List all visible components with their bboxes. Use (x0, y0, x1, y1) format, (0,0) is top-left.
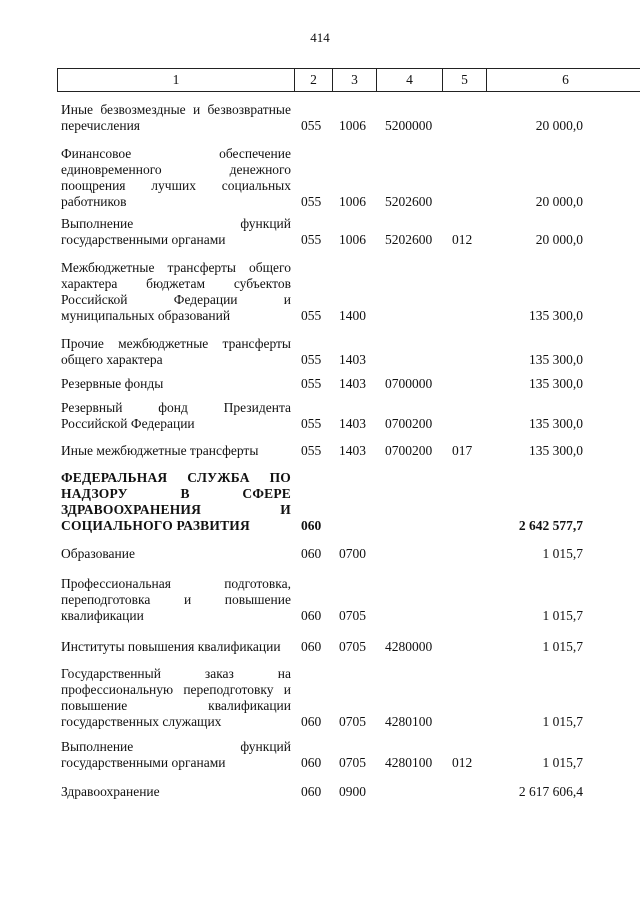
row-col-6: 135 300,0 (529, 308, 583, 323)
row-col-6: 20 000,0 (535, 232, 583, 247)
row-col-4: 0700200 (385, 416, 433, 431)
row-name: Иные безвозмездные и безвозвратные перечисления (61, 102, 291, 133)
row-col-4: 4280100 (385, 755, 433, 770)
row-col-4: 5200000 (385, 118, 433, 133)
row-col-3: 1006 (339, 194, 366, 209)
header-col-3: 3 (333, 69, 377, 91)
row-col-6: 1 015,7 (542, 714, 583, 729)
row-name: Институты повышения квалификации (61, 639, 281, 654)
row-name: Прочие межбюджетные трансферты общего характера (61, 336, 291, 367)
header-col-6: 6 (562, 72, 569, 87)
row-col-2: 060 (301, 546, 322, 561)
row-name: Выполнение функций государственными органами (61, 739, 291, 770)
row-col-2: 060 (301, 518, 322, 533)
row-name: Иные межбюджетные трансферты (61, 443, 259, 458)
row-col-3: 1006 (339, 118, 366, 133)
row-col-5: 012 (452, 232, 473, 247)
row-col-6: 135 300,0 (529, 376, 583, 391)
row-col-6: 1 015,7 (542, 755, 583, 770)
row-name: Резервные фонды (61, 376, 164, 391)
row-col-2: 055 (301, 194, 322, 209)
row-col-3: 0705 (339, 639, 366, 654)
row-col-4: 4280000 (385, 639, 433, 654)
row-name: Государственный заказ на профессиональную переподготовку и повышение квалификации государственных служащих (61, 666, 291, 729)
row-name: Резервный фонд Президента Российской Федерации (61, 400, 291, 431)
row-col-3: 1403 (339, 443, 366, 458)
row-name: Выполнение функций государственными органами (61, 216, 291, 247)
row-col-3: 0705 (339, 755, 366, 770)
row-col-2: 060 (301, 755, 322, 770)
row-col-6: 135 300,0 (529, 416, 583, 431)
row-col-6: 2 617 606,4 (518, 784, 583, 799)
row-col-2: 060 (301, 639, 322, 654)
row-name: Межбюджетные трансферты общего характера бюджетам субъектов Российской Федерации и муниципальных образований (61, 260, 291, 323)
row-col-2: 055 (301, 376, 322, 391)
header-col-4: 4 (377, 69, 443, 91)
row-col-5: 012 (452, 755, 473, 770)
row-name: Профессиональная подготовка, переподготовка и повышение квалификации (61, 576, 291, 623)
row-col-6: 1 015,7 (542, 608, 583, 623)
row-col-2: 055 (301, 443, 322, 458)
row-col-2: 055 (301, 416, 322, 431)
row-col-4: 4280100 (385, 714, 433, 729)
row-col-3: 0900 (339, 784, 366, 799)
row-col-4: 0700000 (385, 376, 433, 391)
row-col-2: 055 (301, 308, 322, 323)
header-col-1: 1 (58, 69, 295, 91)
row-col-3: 0705 (339, 714, 366, 729)
row-col-6: 135 300,0 (529, 443, 583, 458)
row-col-3: 0700 (339, 546, 366, 561)
row-name: Образование (61, 546, 135, 561)
row-col-4: 5202600 (385, 194, 433, 209)
row-col-5: 017 (452, 443, 473, 458)
row-col-3: 1006 (339, 232, 366, 247)
row-col-4: 0700200 (385, 443, 433, 458)
row-col-2: 055 (301, 232, 322, 247)
row-col-3: 1400 (339, 308, 366, 323)
row-col-6: 1 015,7 (542, 639, 583, 654)
row-col-2: 055 (301, 118, 322, 133)
row-col-3: 1403 (339, 376, 366, 391)
row-name: Здравоохранение (61, 784, 160, 799)
header-col-2: 2 (295, 69, 333, 91)
row-name: Финансовое обеспечение единовременного денежного поощрения лучших социальных работников (61, 146, 291, 209)
row-col-2: 060 (301, 608, 322, 623)
row-col-6: 20 000,0 (535, 118, 583, 133)
row-name: ФЕДЕРАЛЬНАЯ СЛУЖБА ПО НАДЗОРУ В СФЕРЕ ЗДРАВООХРАНЕНИЯ И СОЦИАЛЬНОГО РАЗВИТИЯ (61, 470, 291, 533)
row-col-2: 055 (301, 352, 322, 367)
header-col-5: 5 (443, 69, 487, 91)
row-col-6: 1 015,7 (542, 546, 583, 561)
page-number: 414 (310, 30, 330, 45)
row-col-3: 1403 (339, 416, 366, 431)
row-col-3: 1403 (339, 352, 366, 367)
row-col-6: 20 000,0 (535, 194, 583, 209)
row-col-2: 060 (301, 714, 322, 729)
row-col-6: 2 642 577,7 (518, 518, 583, 533)
row-col-3: 0705 (339, 608, 366, 623)
row-col-2: 060 (301, 784, 322, 799)
row-col-6: 135 300,0 (529, 352, 583, 367)
row-col-4: 5202600 (385, 232, 433, 247)
